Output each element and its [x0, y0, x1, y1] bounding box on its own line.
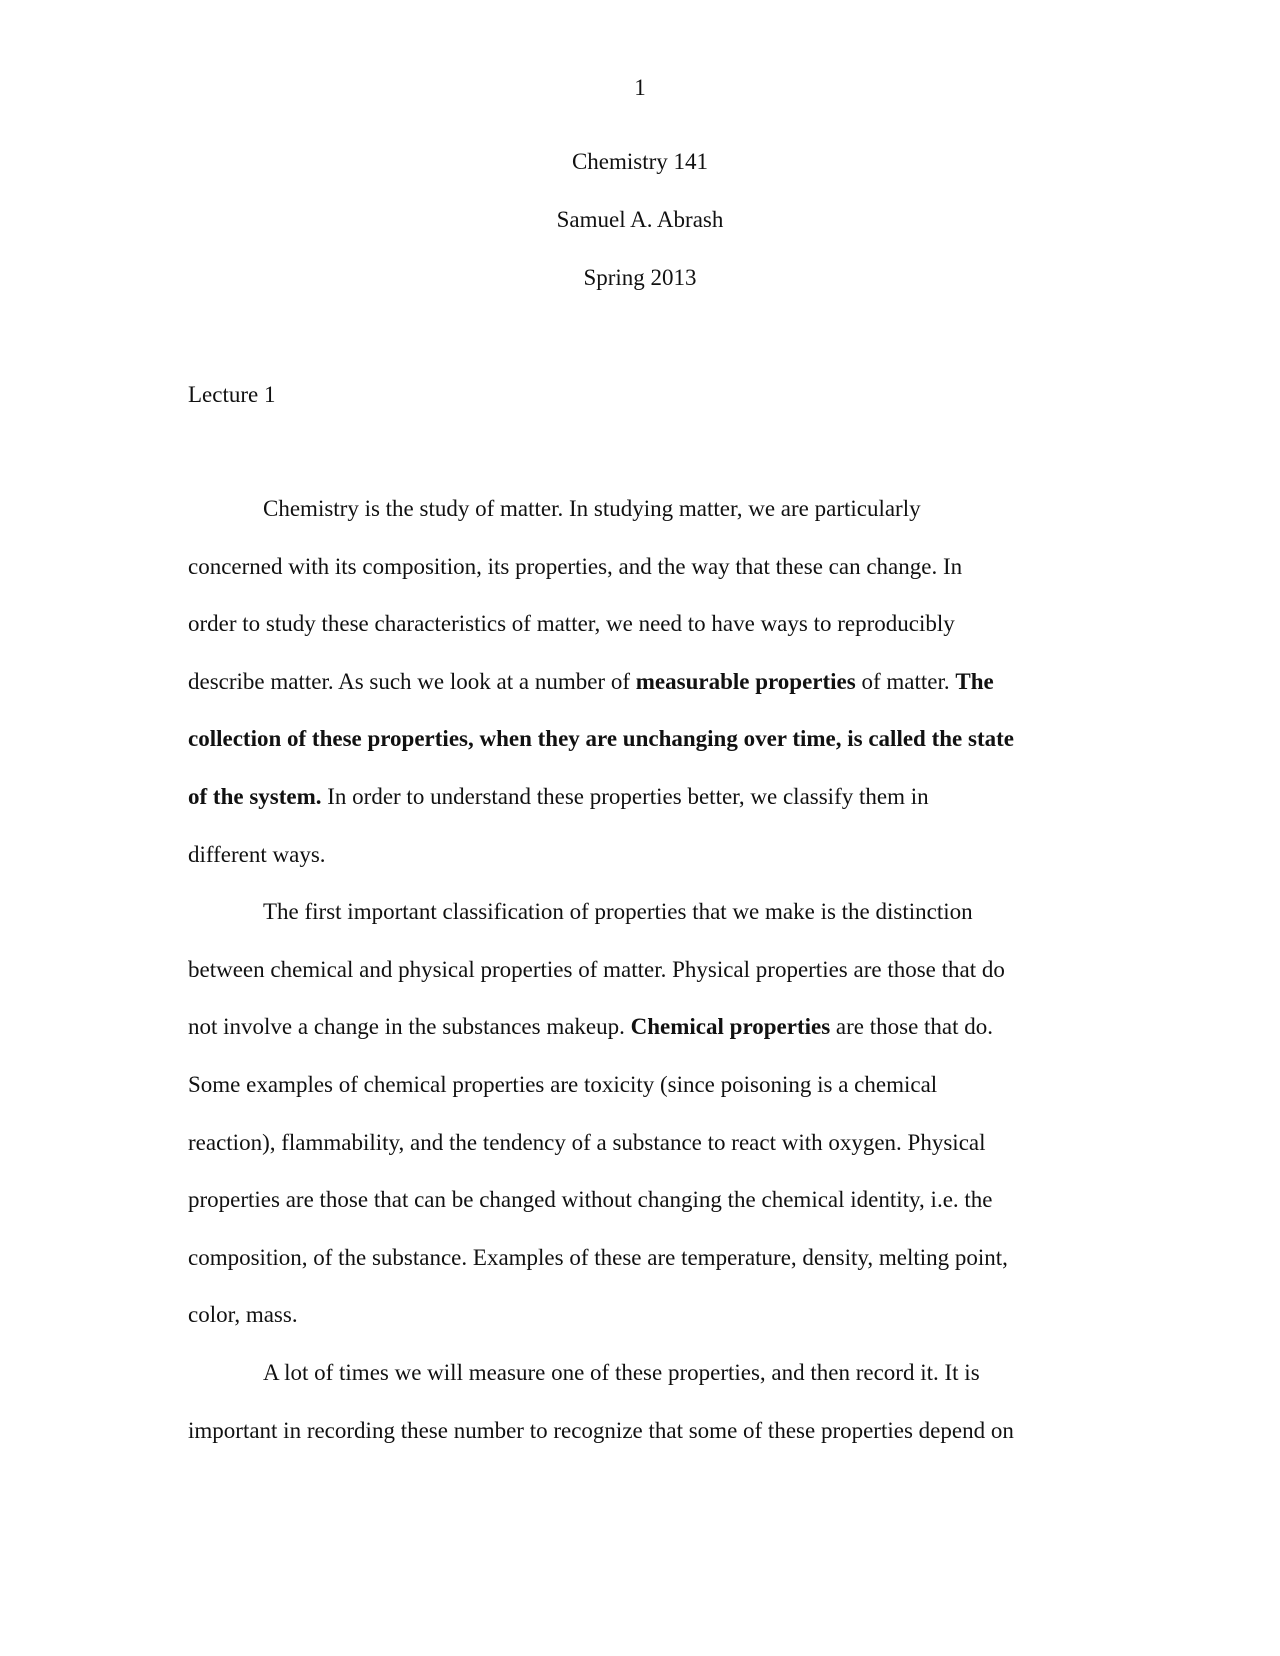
paragraph-2-line-8: color, mass.	[188, 1302, 298, 1328]
paragraph-2-line-1: The first important classification of properties that we make is the distinction	[263, 899, 973, 925]
body-text	[188, 495, 1094, 1474]
bold-text-run: The	[955, 668, 994, 694]
document-header	[0, 148, 1280, 322]
term-label: Spring 2013	[583, 265, 697, 290]
bold-term-chemical-properties: Chemical properties	[630, 1014, 831, 1040]
text-run: of matter.	[855, 668, 956, 694]
text-run: not involve a change in the substances makeup.	[188, 1014, 631, 1040]
paragraph-2-line-6: properties are those that can be changed without changing the chemical identity, i.e. the	[188, 1187, 993, 1213]
paragraph-1-line-1: Chemistry is the study of matter. In studying matter, we are particularly	[263, 496, 921, 521]
text-run: describe matter. As such we look at a number of	[188, 668, 636, 694]
paragraph-1-line-7: different ways.	[188, 841, 326, 867]
lecture-heading: Lecture 1	[188, 382, 276, 407]
bold-term-measurable-properties: measurable properties	[635, 668, 856, 694]
paragraph-2-line-3	[188, 1013, 1094, 1071]
paragraph-2-line-2: between chemical and physical properties of matter. Physical properties are those that do	[188, 956, 1005, 982]
paragraph-1-line-3: order to study these characteristics of matter, we need to have ways to reproducibly	[188, 611, 955, 637]
author-name: Samuel A. Abrash	[556, 207, 724, 232]
bold-text-run: collection of these properties, when they are unchanging over time, is called the state	[188, 726, 1014, 752]
paragraph-2-line-7: composition, of the substance. Examples of these are temperature, density, melting point,	[188, 1244, 1008, 1270]
paragraph-2-line-5: reaction), flammability, and the tendency of a substance to react with oxygen. Physical	[188, 1129, 986, 1155]
paragraph-3-line-1: A lot of times we will measure one of these properties, and then record it. It is	[263, 1359, 980, 1385]
paragraph-1-line-2: concerned with its composition, its properties, and the way that these can change. In	[188, 553, 963, 579]
bold-text-run: of the system.	[188, 783, 322, 809]
course-title: Chemistry 141	[571, 149, 709, 174]
text-run: In order to understand these properties better, we classify them in	[321, 783, 929, 809]
paragraph-1-line-5	[188, 725, 1094, 783]
text-run: are those that do.	[830, 1014, 994, 1040]
paragraph-1-line-6	[188, 783, 1094, 841]
paragraph-2-line-4: Some examples of chemical properties are toxicity (since poisoning is a chemical	[188, 1071, 938, 1097]
page-number: 1	[634, 75, 646, 100]
paragraph-3-line-2: important in recording these number to recognize that some of these properties depend on	[188, 1417, 1014, 1443]
paragraph-1-line-4	[188, 668, 1094, 726]
